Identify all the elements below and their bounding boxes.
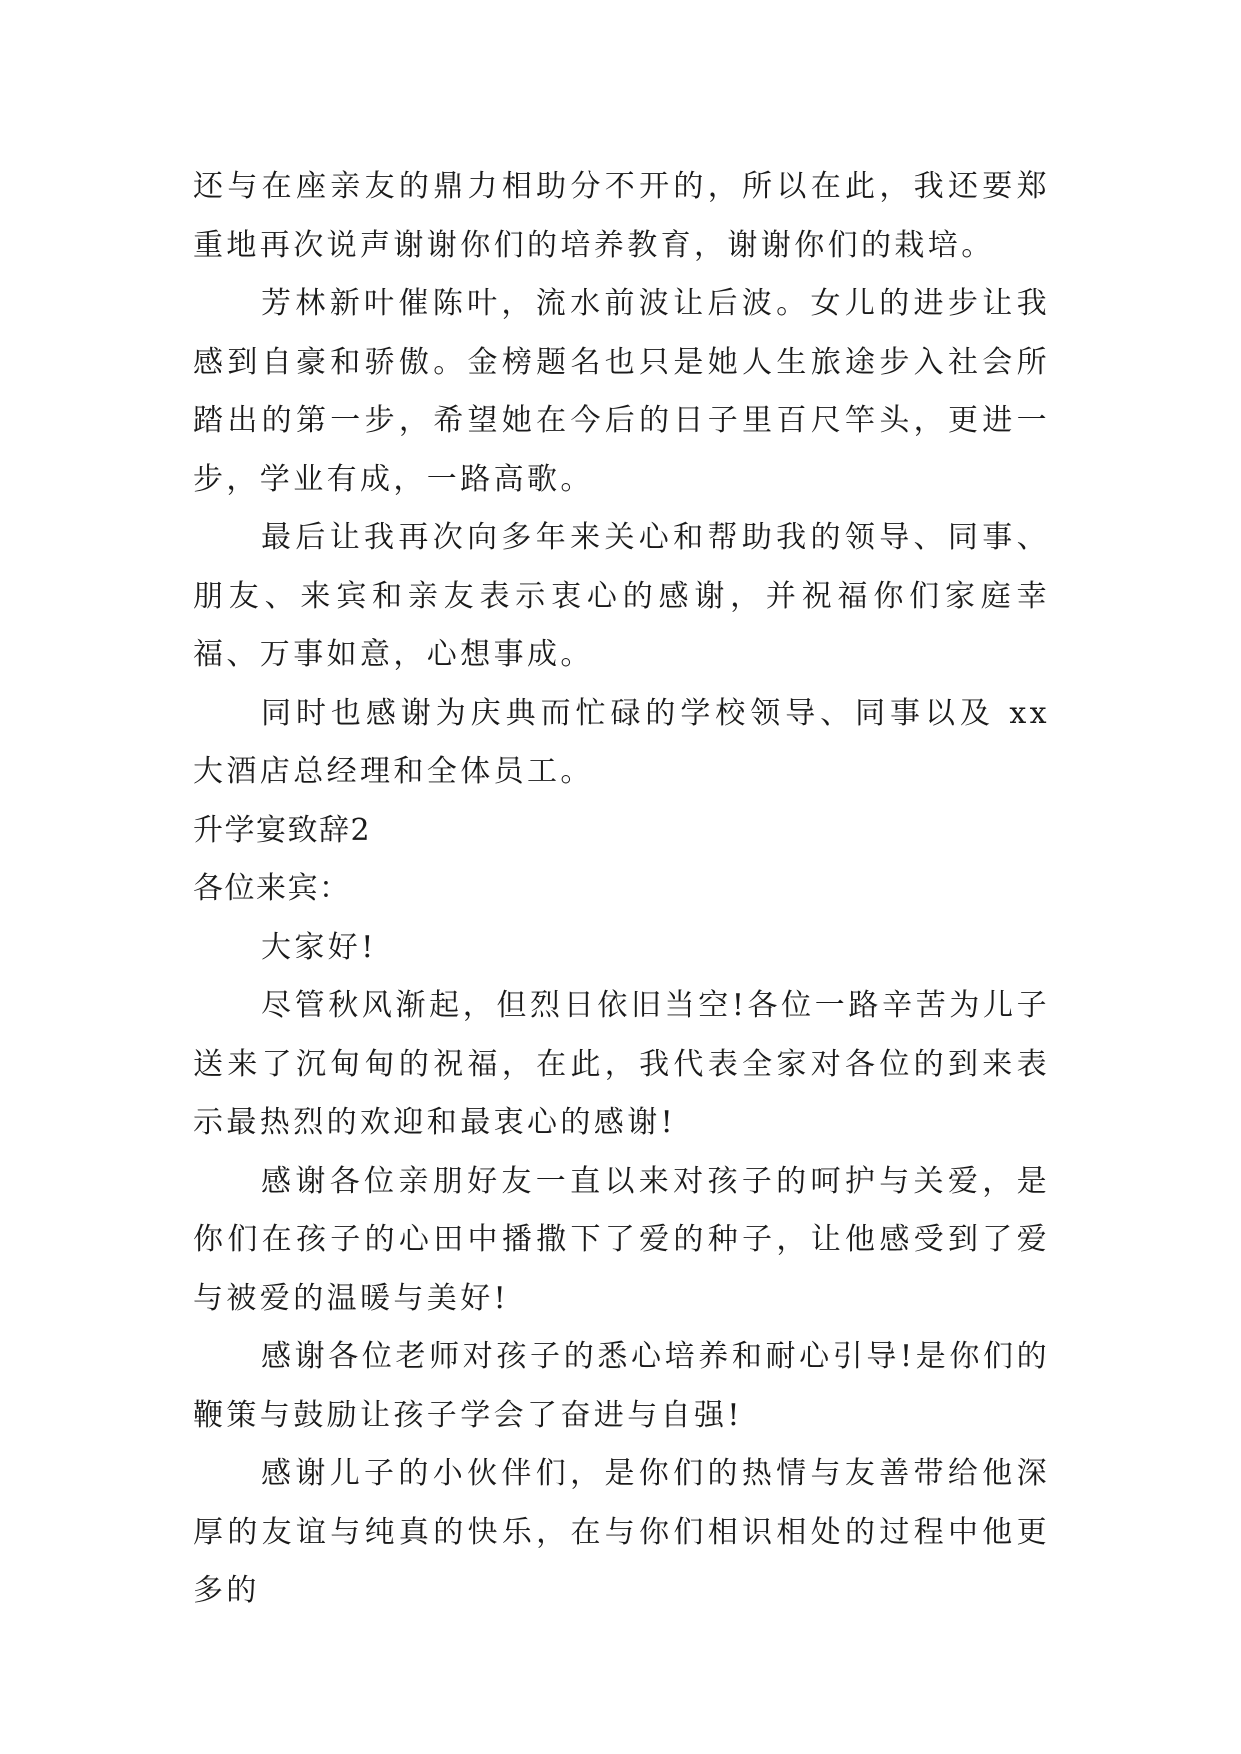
paragraph-pride: 芳林新叶催陈叶，流水前波让后波。女儿的进步让我感到自豪和骄傲。金榜题名也只是她人生旅途步入社会所踏出的第一步，希望她在今后的日子里百尺竿头，更进一步，学业有成，一路高歌。 [193, 286, 1050, 497]
paragraph-companions-thanks: 感谢儿子的小伙伴们，是你们的热情与友善带给他深厚的友谊与纯真的快乐，在与你们相识相处的过程中他更多的 [193, 1456, 1050, 1608]
greeting: 大家好! [261, 929, 377, 965]
document-body [193, 158, 1050, 1621]
salutation: 各位来宾： [193, 871, 351, 906]
paragraph-thanks: 最后让我再次向多年来关心和帮助我的领导、同事、朋友、来宾和亲友表示衷心的感谢，并祝福你们家庭幸福、万事如意，心想事成。 [193, 520, 1050, 672]
paragraph-friends-thanks: 感谢各位亲朋好友一直以来对孩子的呵护与关爱，是你们在孩子的心田中播撒下了爱的种子，让他感受到了爱与被爱的温暖与美好! [193, 1163, 1050, 1316]
paragraph-welcome: 尽管秋风渐起，但烈日依旧当空!各位一路辛苦为儿子送来了沉甸甸的祝福，在此，我代表全家对各位的到来表示最热烈的欢迎和最衷心的感谢! [193, 988, 1050, 1140]
paragraph-staff-thanks: 同时也感谢为庆典而忙碌的学校领导、同事以及 xx 大酒店总经理和全体员工。 [193, 695, 1050, 789]
paragraph-continued: 还与在座亲友的鼎力相助分不开的，所以在此，我还要郑重地再次说声谢谢你们的培养教育，谢谢你们的栽培。 [193, 169, 1050, 263]
paragraph-teachers-thanks: 感谢各位老师对孩子的悉心培养和耐心引导!是你们的鞭策与鼓励让孩子学会了奋进与自强! [193, 1339, 1050, 1433]
section-title: 升学宴致辞2 [193, 812, 372, 848]
